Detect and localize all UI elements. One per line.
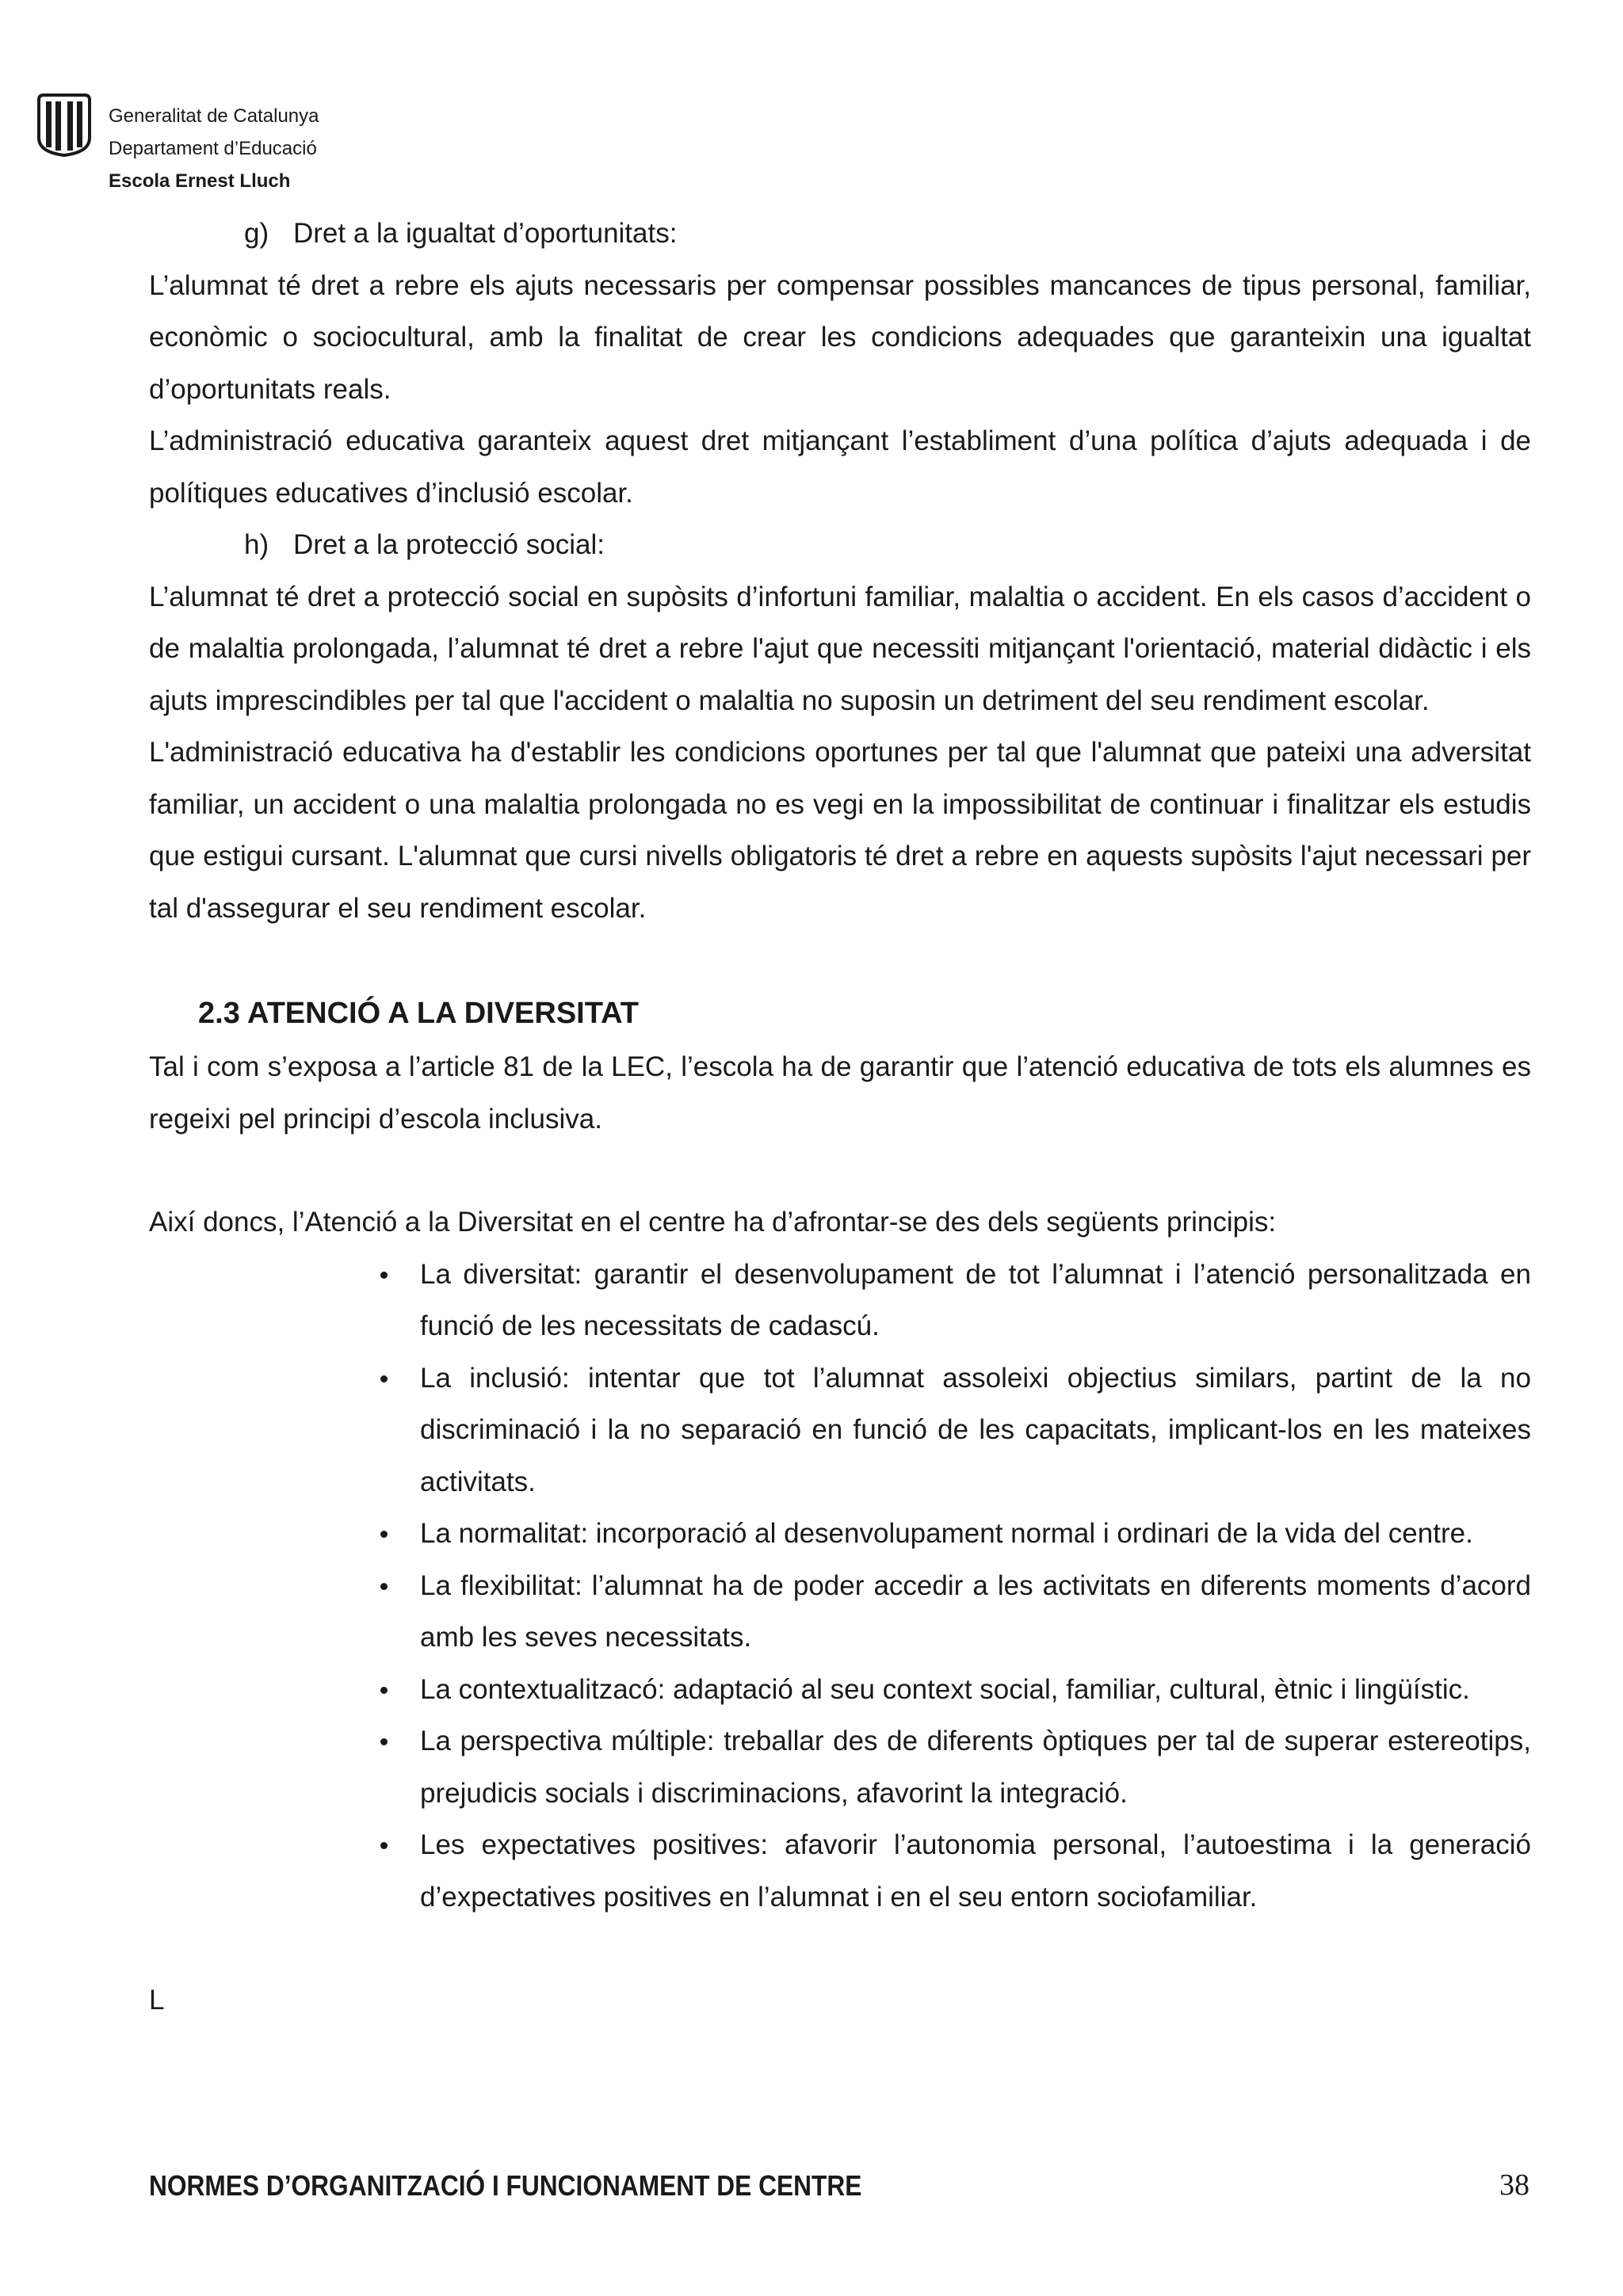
section-h-label: h) — [244, 529, 269, 560]
header-line-generalitat: Generalitat de Catalunya — [109, 105, 319, 127]
page-number: 38 — [1499, 2168, 1529, 2202]
footer-title: NORMES D’ORGANITZACIÓ I FUNCIONAMENT DE CENTRE — [149, 2169, 862, 2202]
document-body — [149, 208, 1531, 2027]
diversitat-lead: Així doncs, l’Atenció a la Diversitat en el centre ha d’afrontar-se des dels següents principis: — [149, 1207, 1277, 1238]
section-g-paragraph: L’alumnat té dret a rebre els ajuts necessaris per compensar possibles mancances de tipus personal, familiar, econòmic o sociocultural, amb la finalitat de crear les condicions adequades que garanteixin una igualtat d’oportunitats reals. — [149, 269, 1531, 405]
section-g-paragraph: L’administració educativa garanteix aquest dret mitjançant l’establiment d’una política d’ajuts adequada i de polítiques educatives d’inclusió escolar. — [149, 425, 1531, 509]
principle-item: Les expectatives positives: afavorir l’autonomia personal, l’autoestima i la generació d’expectatives positives en l’alumnat i en el seu entorn sociofamiliar. — [380, 1819, 1531, 1923]
trailing-letter: L — [149, 1985, 165, 2016]
section-h-paragraph: L'administració educativa ha d'establir les condicions oportunes per tal que l'alumnat que pateixi una adversitat familiar, un accident o una malaltia prolongada no es vegi en la impossibilitat de continuar i finalitzar els estudis que estigui cursant. L'alumnat que cursi nivells obligatoris té dret a rebre en aquests supòsits l'ajut necessari per tal d'assegurar el seu rendiment escolar. — [149, 737, 1531, 924]
section-h-paragraph: L’alumnat té dret a protecció social en supòsits d’infortuni familiar, malaltia o accident. En els casos d’accident o de malaltia prolongada, l’alumnat té dret a rebre l'ajut que necessiti mitjançant l'orientació, material didàctic i els ajuts imprescindibles per tal que l'accident o malaltia no suposin un detriment del seu rendiment escolar. — [149, 581, 1531, 716]
principle-item: La contextualitzacó: adaptació al seu context social, familiar, cultural, ètnic i lingüístic. — [380, 1664, 1531, 1716]
principles-list — [149, 1249, 1531, 1924]
section-h-title: Dret a la protecció social: — [293, 529, 605, 560]
principle-item: La normalitat: incorporació al desenvolupament normal i ordinari de la vida del centre. — [380, 1508, 1531, 1560]
principle-item: La flexibilitat: l’alumnat ha de poder accedir a les activitats en diferents moments d’acord amb les seves necessitats. — [380, 1560, 1531, 1664]
principle-item: La inclusió: intentar que tot l’alumnat assoleixi objectius similars, partint de la no discriminació i la no separació en funció de les capacitats, implicant-los en les mateixes activitats. — [380, 1352, 1531, 1508]
paragraph-spacer — [149, 1923, 1531, 1974]
header-line-department: Departament d’Educació — [109, 138, 317, 159]
section-g-label: g) — [244, 218, 269, 249]
paragraph-spacer — [149, 1145, 1531, 1196]
section-heading-diversitat: 2.3 ATENCIÓ A LA DIVERSITAT — [198, 997, 639, 1030]
section-g-title: Dret a la igualtat d’oportunitats: — [293, 218, 678, 249]
principle-item: La perspectiva múltiple: treballar des de diferents òptiques per tal de superar estereotips, prejudicis socials i discriminacions, afavorint la integració. — [380, 1715, 1531, 1819]
principle-item: La diversitat: garantir el desenvolupament de tot l’alumnat i l’atenció personalitzada en funció de les necessitats de cadascú. — [380, 1249, 1531, 1352]
section-h-heading — [149, 519, 1531, 571]
diversitat-intro: Tal i com s’exposa a l’article 81 de la LEC, l’escola ha de garantir que l’atenció educativa de tots els alumnes es regeixi pel principi d’escola inclusiva. — [149, 1051, 1531, 1135]
header-line-school: Escola Ernest Lluch — [109, 170, 291, 192]
generalitat-logo-icon — [36, 93, 93, 157]
section-g-heading — [149, 208, 1531, 260]
